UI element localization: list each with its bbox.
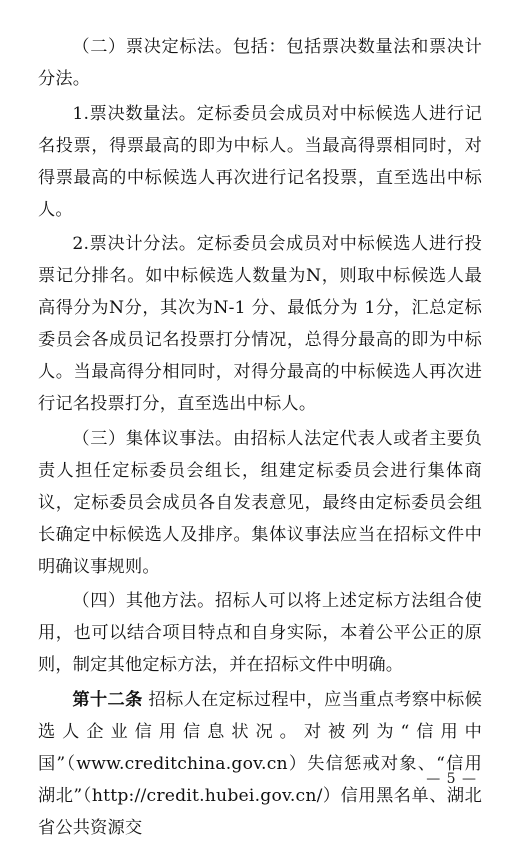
article-text: 招标人在定标过程中，应当重点考察中标候选人企业信用信息状况。对被列为“信用中国”（www.creditchina.gov.cn）失信惩戒对象、“信用湖北”（http://credit.hubei.gov.cn/）信用黑名单、湖北省公共资源交 bbox=[38, 690, 482, 838]
paragraph-collective-deliberation: （三）集体议事法。由招标人法定代表人或者主要负责人担任定标委员会组长，组建定标委员会进行集体商议，定标委员会成员各自发表意见，最终由定标委员会组长确定中标候选人及排序。集体议事法应当在招标文件中明确议事规则。 bbox=[38, 428, 482, 577]
paragraph-article-twelve bbox=[38, 685, 482, 845]
article-number: 第十二条 bbox=[72, 690, 143, 711]
paragraph-vote-method: （二）票决定标法。包括：包括票决数量法和票决计分法。 bbox=[38, 37, 482, 89]
paragraph-other-methods: （四）其他方法。招标人可以将上述定标方法组合使用，也可以结合项目特点和自身实际，本着公平公正的原则，制定其他定标方法，并在招标文件中明确。 bbox=[38, 591, 482, 676]
paragraph-vote-score-method: 2.票决计分法。定标委员会成员对中标候选人进行投票记分排名。如中标候选人数量为N，则取中标候选人最高得分为N分，其次为N-1 分、最低分为 1分，汇总定标委员会各成员记名投票打分情况，总得分最高的即为中标人。当最高得分相同时，对得分最高的中标候选人再次进行记名投票打分，直至选出中标人。 bbox=[38, 234, 482, 414]
page-number: — 5 — bbox=[426, 771, 477, 787]
document-page bbox=[38, 32, 482, 845]
paragraph-vote-count-method: 1.票决数量法。定标委员会成员对中标候选人进行记名投票，得票最高的即为中标人。当最高得票相同时，对得票最高的中标候选人再次进行记名投票，直至选出中标人。 bbox=[38, 103, 482, 220]
